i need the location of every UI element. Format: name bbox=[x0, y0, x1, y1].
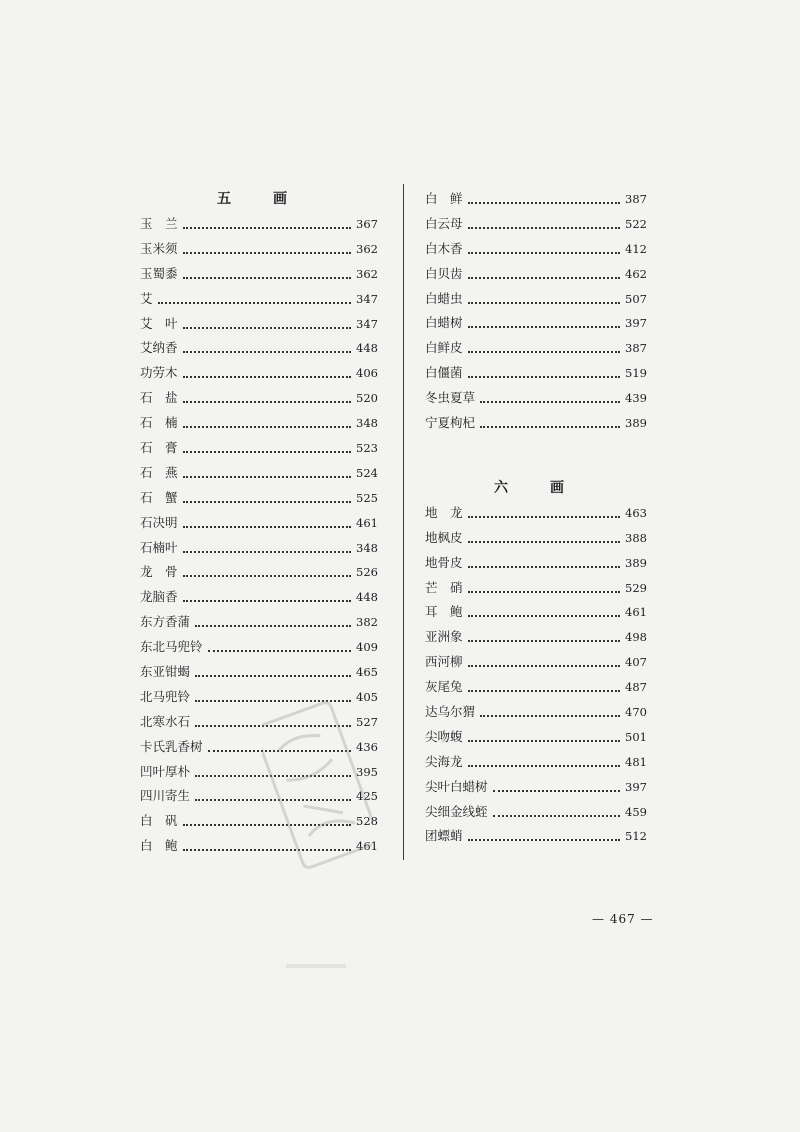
entry-term: 功劳木 bbox=[140, 365, 178, 381]
dot-leader bbox=[480, 400, 620, 403]
dot-leader bbox=[468, 201, 621, 204]
print-smudge bbox=[286, 962, 346, 970]
entry-term: 白蜡树 bbox=[425, 315, 463, 331]
entry-page-number: 461 bbox=[356, 839, 378, 854]
entry-term: 东亚钳蝎 bbox=[140, 664, 191, 680]
dot-leader bbox=[480, 425, 620, 428]
entry-term: 亚洲象 bbox=[425, 629, 463, 645]
entry-page-number: 367 bbox=[356, 217, 378, 231]
dot-leader bbox=[468, 515, 621, 518]
dot-leader bbox=[468, 325, 621, 328]
entry-page-number: 522 bbox=[625, 216, 647, 231]
index-entry bbox=[140, 461, 378, 486]
dot-leader bbox=[468, 614, 621, 617]
dot-leader bbox=[158, 301, 352, 304]
dot-leader bbox=[468, 375, 621, 378]
library-stamp-watermark bbox=[262, 700, 372, 870]
entry-page-number: 389 bbox=[625, 416, 647, 431]
entry-page-number: 527 bbox=[356, 714, 378, 729]
entry-page-number: 507 bbox=[625, 291, 647, 306]
entry-page-number: 526 bbox=[356, 565, 378, 580]
entry-term: 玉蜀黍 bbox=[140, 265, 178, 281]
entry-term: 龙 骨 bbox=[140, 564, 178, 580]
entry-term: 白 鲜 bbox=[425, 191, 463, 206]
entry-term: 灰尾兔 bbox=[425, 679, 463, 695]
entry-term: 地骨皮 bbox=[425, 554, 463, 570]
dot-leader bbox=[195, 624, 351, 627]
entry-page-number: 407 bbox=[625, 655, 647, 670]
entry-page-number: 397 bbox=[625, 779, 647, 794]
entry-page-number: 348 bbox=[356, 416, 378, 431]
entry-term: 白鲜皮 bbox=[425, 340, 463, 356]
index-entry bbox=[425, 600, 647, 625]
entry-page-number: 463 bbox=[625, 505, 647, 520]
index-entry bbox=[425, 386, 647, 411]
entry-page-number: 529 bbox=[625, 580, 647, 595]
index-entry bbox=[425, 187, 647, 212]
index-entry bbox=[425, 411, 647, 436]
index-entry bbox=[140, 660, 378, 685]
index-entry bbox=[425, 750, 647, 775]
entry-term: 白 鲍 bbox=[140, 838, 178, 854]
dot-leader bbox=[183, 599, 352, 602]
dot-leader bbox=[183, 574, 352, 577]
dot-leader bbox=[208, 649, 352, 652]
entry-page-number: 519 bbox=[625, 366, 647, 381]
dot-leader bbox=[468, 764, 621, 767]
index-entry bbox=[140, 212, 378, 237]
entry-page-number: 397 bbox=[625, 316, 647, 331]
stroke-heading-five: 五 画 bbox=[217, 191, 301, 207]
dot-leader bbox=[183, 400, 352, 403]
dot-leader bbox=[183, 525, 352, 528]
dot-leader bbox=[468, 276, 621, 279]
index-entry bbox=[140, 411, 378, 436]
entry-page-number: 481 bbox=[625, 754, 647, 769]
index-entry bbox=[425, 576, 647, 601]
entry-page-number: 465 bbox=[356, 665, 378, 680]
index-entry bbox=[425, 824, 647, 849]
entry-term: 石决明 bbox=[140, 514, 178, 530]
index-entry bbox=[425, 501, 647, 526]
entry-term: 玉米须 bbox=[140, 240, 178, 256]
entry-page-number: 406 bbox=[356, 366, 378, 381]
dot-leader bbox=[468, 301, 621, 304]
entry-term: 艾纳香 bbox=[140, 340, 178, 356]
entry-term: 凹叶厚朴 bbox=[140, 763, 191, 779]
entry-page-number: 387 bbox=[625, 341, 647, 356]
entry-page-number: 528 bbox=[356, 814, 378, 829]
entry-page-number: 436 bbox=[356, 739, 378, 754]
dot-leader bbox=[183, 425, 352, 428]
index-entry bbox=[140, 287, 378, 312]
entry-term: 卡氏乳香树 bbox=[140, 738, 203, 754]
index-entry bbox=[140, 585, 378, 610]
dot-leader bbox=[468, 226, 621, 229]
dot-leader bbox=[183, 500, 352, 503]
entry-term: 石楠叶 bbox=[140, 539, 178, 555]
index-entry bbox=[140, 262, 378, 287]
entry-page-number: 461 bbox=[625, 605, 647, 620]
dot-leader bbox=[493, 814, 621, 817]
dot-leader bbox=[183, 550, 352, 553]
entry-term: 达乌尔猬 bbox=[425, 704, 476, 720]
entry-term: 东北马兜铃 bbox=[140, 639, 203, 655]
entry-term: 北马兜铃 bbox=[140, 688, 191, 704]
entry-page-number: 388 bbox=[625, 530, 647, 545]
dot-leader bbox=[468, 639, 621, 642]
index-entry bbox=[140, 386, 378, 411]
entry-term: 四川寄生 bbox=[140, 788, 191, 804]
entry-term: 白蜡虫 bbox=[425, 290, 463, 306]
dot-leader bbox=[183, 475, 352, 478]
index-entry bbox=[425, 551, 647, 576]
entry-page-number: 347 bbox=[356, 316, 378, 331]
index-entry bbox=[425, 361, 647, 386]
index-entry bbox=[425, 700, 647, 725]
index-entry bbox=[140, 436, 378, 461]
entry-term: 白 矾 bbox=[140, 813, 178, 829]
index-entry bbox=[140, 237, 378, 262]
entry-term: 石 膏 bbox=[140, 440, 178, 456]
entry-page-number: 523 bbox=[356, 441, 378, 456]
index-entry bbox=[425, 650, 647, 675]
index-entry bbox=[425, 287, 647, 312]
index-column-right bbox=[425, 187, 647, 849]
entry-page-number: 524 bbox=[356, 465, 378, 480]
index-entry bbox=[425, 336, 647, 361]
entry-term: 龙脑香 bbox=[140, 589, 178, 605]
entry-page-number: 382 bbox=[356, 615, 378, 630]
entry-page-number: 405 bbox=[356, 689, 378, 704]
entry-term: 尖叶白蜡树 bbox=[425, 778, 488, 794]
dot-leader bbox=[195, 674, 351, 677]
entry-page-number: 395 bbox=[356, 764, 378, 779]
entry-term: 白木香 bbox=[425, 240, 463, 256]
entry-term: 尖细金线蛭 bbox=[425, 803, 488, 819]
index-list-right-top bbox=[425, 187, 647, 436]
entry-page-number: 525 bbox=[356, 490, 378, 505]
dot-leader bbox=[493, 789, 621, 792]
entry-term: 艾 叶 bbox=[140, 315, 178, 331]
entry-page-number: 409 bbox=[356, 640, 378, 655]
index-entry bbox=[425, 212, 647, 237]
entry-term: 尖吻蝮 bbox=[425, 728, 463, 744]
entry-page-number: 520 bbox=[356, 391, 378, 406]
entry-page-number: 461 bbox=[356, 515, 378, 530]
index-entry bbox=[425, 625, 647, 650]
dot-leader bbox=[183, 251, 352, 254]
entry-page-number: 389 bbox=[625, 555, 647, 570]
entry-term: 尖海龙 bbox=[425, 753, 463, 769]
entry-term: 石 蟹 bbox=[140, 489, 178, 505]
entry-term: 西河柳 bbox=[425, 654, 463, 670]
index-entry bbox=[140, 312, 378, 337]
dot-leader bbox=[468, 251, 621, 254]
dot-leader bbox=[468, 565, 621, 568]
entry-term: 石 盐 bbox=[140, 390, 178, 406]
entry-term: 白云母 bbox=[425, 215, 463, 231]
dot-leader bbox=[183, 276, 352, 279]
entry-page-number: 487 bbox=[625, 680, 647, 695]
entry-page-number: 362 bbox=[356, 266, 378, 281]
dot-leader bbox=[183, 350, 352, 353]
dot-leader bbox=[468, 540, 621, 543]
index-entry bbox=[425, 526, 647, 551]
page-number: — 467 — bbox=[592, 912, 654, 926]
dot-leader bbox=[183, 375, 352, 378]
index-entry bbox=[425, 725, 647, 750]
dot-leader bbox=[468, 664, 621, 667]
entry-term: 冬虫夏草 bbox=[425, 390, 476, 406]
entry-page-number: 448 bbox=[356, 590, 378, 605]
section-spacer bbox=[425, 436, 647, 476]
index-entry bbox=[140, 486, 378, 511]
entry-page-number: 501 bbox=[625, 729, 647, 744]
dot-leader bbox=[183, 226, 352, 229]
entry-page-number: 462 bbox=[625, 266, 647, 281]
entry-page-number: 448 bbox=[356, 341, 378, 356]
index-entry bbox=[140, 560, 378, 585]
column-divider bbox=[403, 184, 404, 860]
entry-term: 宁夏枸杞 bbox=[425, 415, 476, 431]
index-entry bbox=[425, 675, 647, 700]
entry-term: 团螵蛸 bbox=[425, 828, 463, 844]
stroke-heading-six: 六 画 bbox=[494, 479, 578, 496]
entry-page-number: 512 bbox=[625, 829, 647, 844]
entry-term: 北寒水石 bbox=[140, 713, 191, 729]
index-entry bbox=[425, 800, 647, 825]
index-entry bbox=[140, 610, 378, 635]
dot-leader bbox=[468, 350, 621, 353]
entry-page-number: 412 bbox=[625, 241, 647, 256]
index-entry bbox=[140, 635, 378, 660]
entry-term: 芒 硝 bbox=[425, 579, 463, 595]
entry-term: 地 龙 bbox=[425, 504, 463, 520]
dot-leader bbox=[480, 714, 620, 717]
dot-leader bbox=[468, 838, 621, 841]
entry-page-number: 362 bbox=[356, 241, 378, 256]
entry-term: 石 燕 bbox=[140, 464, 178, 480]
entry-page-number: 498 bbox=[625, 630, 647, 645]
entry-term: 白贝齿 bbox=[425, 265, 463, 281]
index-entry bbox=[425, 262, 647, 287]
dot-leader bbox=[183, 450, 352, 453]
entry-page-number: 439 bbox=[625, 391, 647, 406]
index-entry bbox=[140, 336, 378, 361]
entry-page-number: 425 bbox=[356, 789, 378, 804]
entry-term: 艾 bbox=[140, 290, 153, 306]
entry-page-number: 459 bbox=[625, 804, 647, 819]
index-entry bbox=[140, 536, 378, 561]
index-entry bbox=[140, 511, 378, 536]
index-list-right-bottom bbox=[425, 501, 647, 849]
dot-leader bbox=[183, 326, 352, 329]
entry-page-number: 470 bbox=[625, 705, 647, 720]
entry-page-number: 348 bbox=[356, 540, 378, 555]
entry-page-number: 387 bbox=[625, 192, 647, 206]
index-entry bbox=[425, 311, 647, 336]
entry-term: 地枫皮 bbox=[425, 529, 463, 545]
dot-leader bbox=[468, 590, 621, 593]
dot-leader bbox=[468, 689, 621, 692]
dot-leader bbox=[468, 739, 621, 742]
entry-term: 玉 兰 bbox=[140, 216, 178, 231]
entry-term: 石 楠 bbox=[140, 415, 178, 431]
entry-page-number: 347 bbox=[356, 291, 378, 306]
entry-term: 东方香蒲 bbox=[140, 614, 191, 630]
index-entry bbox=[140, 361, 378, 386]
index-entry bbox=[425, 237, 647, 262]
entry-term: 白僵菌 bbox=[425, 365, 463, 381]
entry-term: 耳 鲍 bbox=[425, 604, 463, 620]
index-entry bbox=[425, 775, 647, 800]
